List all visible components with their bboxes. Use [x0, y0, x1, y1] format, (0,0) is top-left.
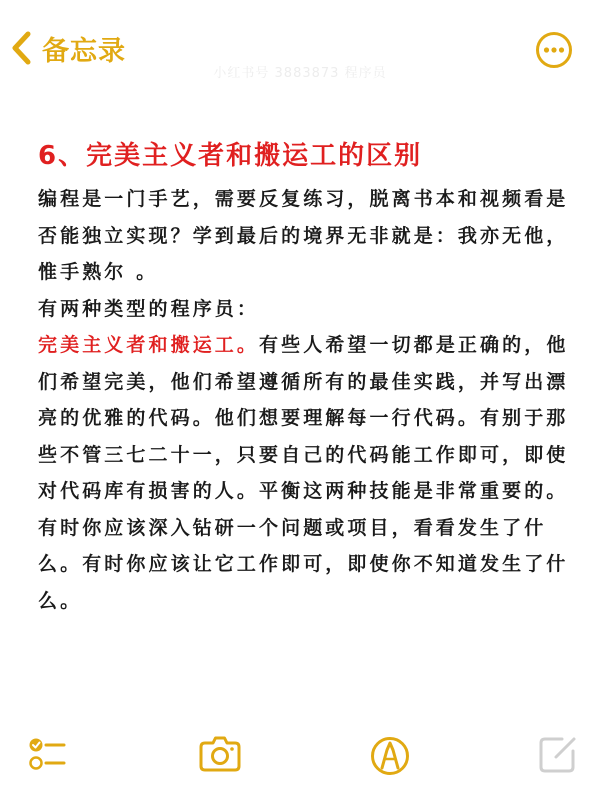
note-title: 6、完美主义者和搬运工的区别 [38, 141, 423, 171]
ellipsis-circle-icon [534, 30, 574, 70]
markup-pen-icon [366, 730, 414, 778]
bottom-toolbar [0, 720, 600, 784]
back-label: 备忘录 [42, 35, 126, 67]
checklist-icon [24, 730, 72, 778]
more-options-button[interactable] [534, 30, 574, 70]
note-body [38, 181, 578, 619]
highlight-text: 完美主义者和搬运工。 [38, 334, 260, 356]
checklist-button[interactable] [24, 730, 72, 778]
compose-button[interactable] [534, 730, 582, 778]
paragraph-two-types: 有两种类型的程序员： [38, 297, 260, 320]
camera-button[interactable] [196, 730, 244, 778]
camera-icon [196, 730, 244, 778]
paragraph-practice: 编程是一门手艺，需要反复练习，脱离书本和视频看是否能独立实现？学到最后的境界无非就是：我亦无他，惟手熟尔 。 [38, 188, 569, 283]
paragraph-perfectionist [38, 327, 578, 619]
top-navigation-bar [0, 0, 600, 100]
paragraph-perfectionist-text: 有些人希望一切都是正确的，他们希望完美，他们希望遵循所有的最佳实践，并写出漂亮的优雅的代码。他们想要理解每一行代码。有别于那些不管三七二十一，只要自己的代码能工作即可，即使对代码库有损害的人。平衡这两种技能是非常重要的。有时你应该深入钻研一个问题或项目，看看发生了什么。有时你应该让它工作即可，即使你不知道发生了什么。 [38, 334, 569, 612]
markup-button[interactable] [366, 730, 414, 778]
note-content[interactable] [38, 136, 578, 619]
watermark: 小红书号 3883873 程序员 [213, 66, 387, 81]
compose-icon [534, 730, 582, 778]
